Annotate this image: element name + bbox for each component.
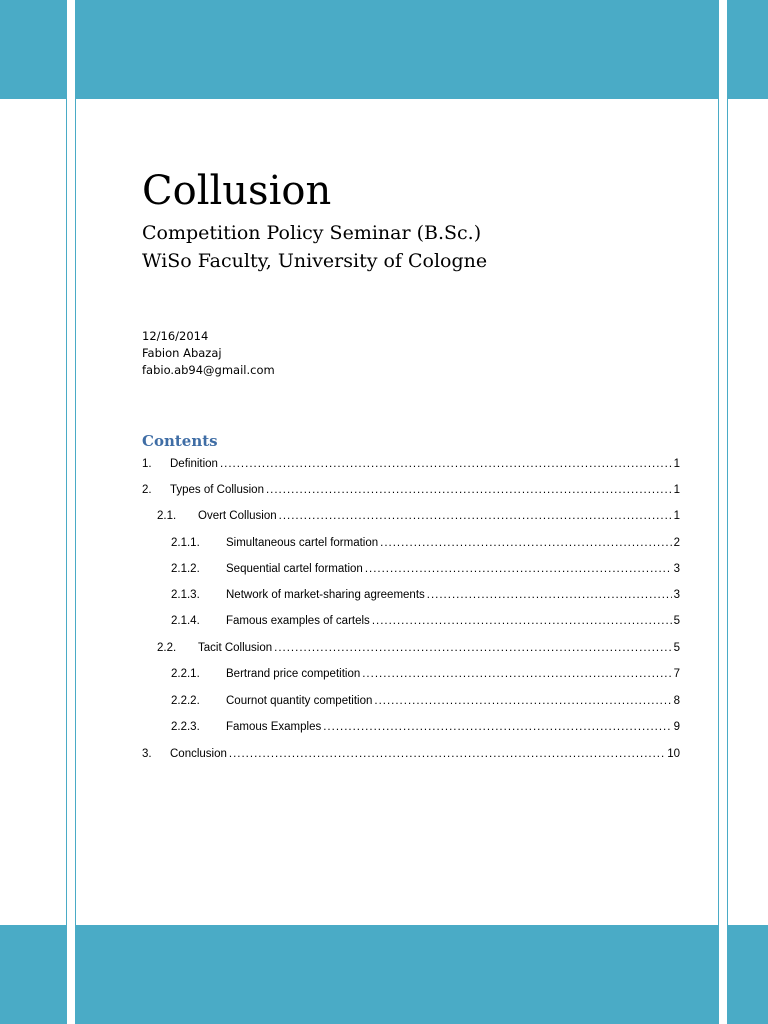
toc-dot-leader [380, 534, 671, 552]
toc-entry-number: 2.1.1. [171, 537, 200, 549]
toc-entry-conclusion[interactable] [142, 745, 680, 763]
document-title: Collusion [142, 168, 332, 214]
toc-dot-leader [427, 586, 672, 604]
toc-dot-leader [362, 665, 671, 683]
toc-entry-famous-examples[interactable] [171, 718, 680, 736]
toc-entry-page: 1 [673, 458, 680, 470]
bottom-band-center [76, 925, 718, 1024]
toc-entry-cournot-quantity-competition[interactable] [171, 692, 680, 710]
bottom-band-right [728, 925, 768, 1024]
toc-entry-number: 2.2. [157, 642, 177, 654]
contents-heading: Contents [142, 432, 218, 450]
document-subtitle-course: Competition Policy Seminar (B.Sc.) [142, 222, 482, 244]
toc-entry-page: 2 [673, 537, 680, 549]
toc-entry-page: 1 [673, 510, 680, 522]
toc-entry-famous-examples-of-cartels[interactable] [171, 612, 680, 630]
toc-entry-overt-collusion[interactable] [157, 507, 680, 525]
toc-entry-page: 7 [673, 668, 680, 680]
toc-entry-number: 2.1.4. [171, 615, 200, 627]
frame-line-left-outer [66, 0, 67, 1024]
frame-line-left-inner [75, 0, 76, 1024]
toc-entry-title: Cournot quantity competition [226, 695, 373, 707]
frame-line-right-inner [718, 0, 719, 1024]
toc-entry-number: 2.1.3. [171, 589, 200, 601]
toc-entry-number: 1. [142, 458, 152, 470]
toc-entry-title: Sequential cartel formation [226, 563, 363, 575]
toc-entry-title: Famous Examples [226, 721, 322, 733]
toc-entry-title: Bertrand price competition [226, 668, 361, 680]
toc-dot-leader [374, 692, 671, 710]
toc-dot-leader [266, 481, 672, 499]
toc-dot-leader [229, 745, 665, 763]
toc-entry-title: Definition [170, 458, 218, 470]
toc-entry-page: 9 [673, 721, 680, 733]
document-author: Fabion Abazaj [142, 346, 222, 360]
toc-entry-sequential-cartel-formation[interactable] [171, 560, 680, 578]
toc-entry-definition[interactable] [142, 455, 680, 473]
top-band-center [76, 0, 718, 99]
toc-entry-number: 2. [142, 484, 152, 496]
toc-entry-title: Famous examples of cartels [226, 615, 370, 627]
toc-dot-leader [274, 639, 671, 657]
toc-entry-page: 10 [667, 748, 680, 760]
toc-dot-leader [365, 560, 672, 578]
toc-entry-page: 5 [673, 642, 680, 654]
toc-entry-network-of-market-sharing-agreements[interactable] [171, 586, 680, 604]
toc-dot-leader [220, 455, 672, 473]
toc-entry-number: 2.2.2. [171, 695, 200, 707]
toc-dot-leader [323, 718, 671, 736]
toc-entry-number: 2.1. [157, 510, 177, 522]
toc-entry-page: 3 [673, 589, 680, 601]
toc-entry-number: 3. [142, 748, 152, 760]
toc-entry-number: 2.1.2. [171, 563, 200, 575]
toc-entry-title: Simultaneous cartel formation [226, 537, 379, 549]
toc-entry-types-of-collusion[interactable] [142, 481, 680, 499]
document-date: 12/16/2014 [142, 329, 209, 343]
toc-dot-leader [279, 507, 672, 525]
toc-entry-tacit-collusion[interactable] [157, 639, 680, 657]
top-band-left [0, 0, 66, 99]
toc-entry-page: 5 [673, 615, 680, 627]
top-band-right [728, 0, 768, 99]
document-subtitle-faculty: WiSo Faculty, University of Cologne [142, 250, 488, 272]
toc-entry-page: 1 [673, 484, 680, 496]
frame-line-right-outer [727, 0, 728, 1024]
toc-entry-title: Tacit Collusion [198, 642, 273, 654]
toc-entry-title: Overt Collusion [198, 510, 277, 522]
toc-entry-title: Network of market-sharing agreements [226, 589, 425, 601]
bottom-band-left [0, 925, 66, 1024]
toc-entry-title: Types of Collusion [170, 484, 264, 496]
toc-dot-leader [372, 612, 672, 630]
document-email: fabio.ab94@gmail.com [142, 363, 275, 377]
toc-entry-simultaneous-cartel-formation[interactable] [171, 534, 680, 552]
toc-entry-title: Conclusion [170, 748, 227, 760]
toc-entry-bertrand-price-competition[interactable] [171, 665, 680, 683]
toc-entry-number: 2.2.1. [171, 668, 200, 680]
toc-entry-number: 2.2.3. [171, 721, 200, 733]
toc-entry-page: 8 [673, 695, 680, 707]
toc-entry-page: 3 [673, 563, 680, 575]
